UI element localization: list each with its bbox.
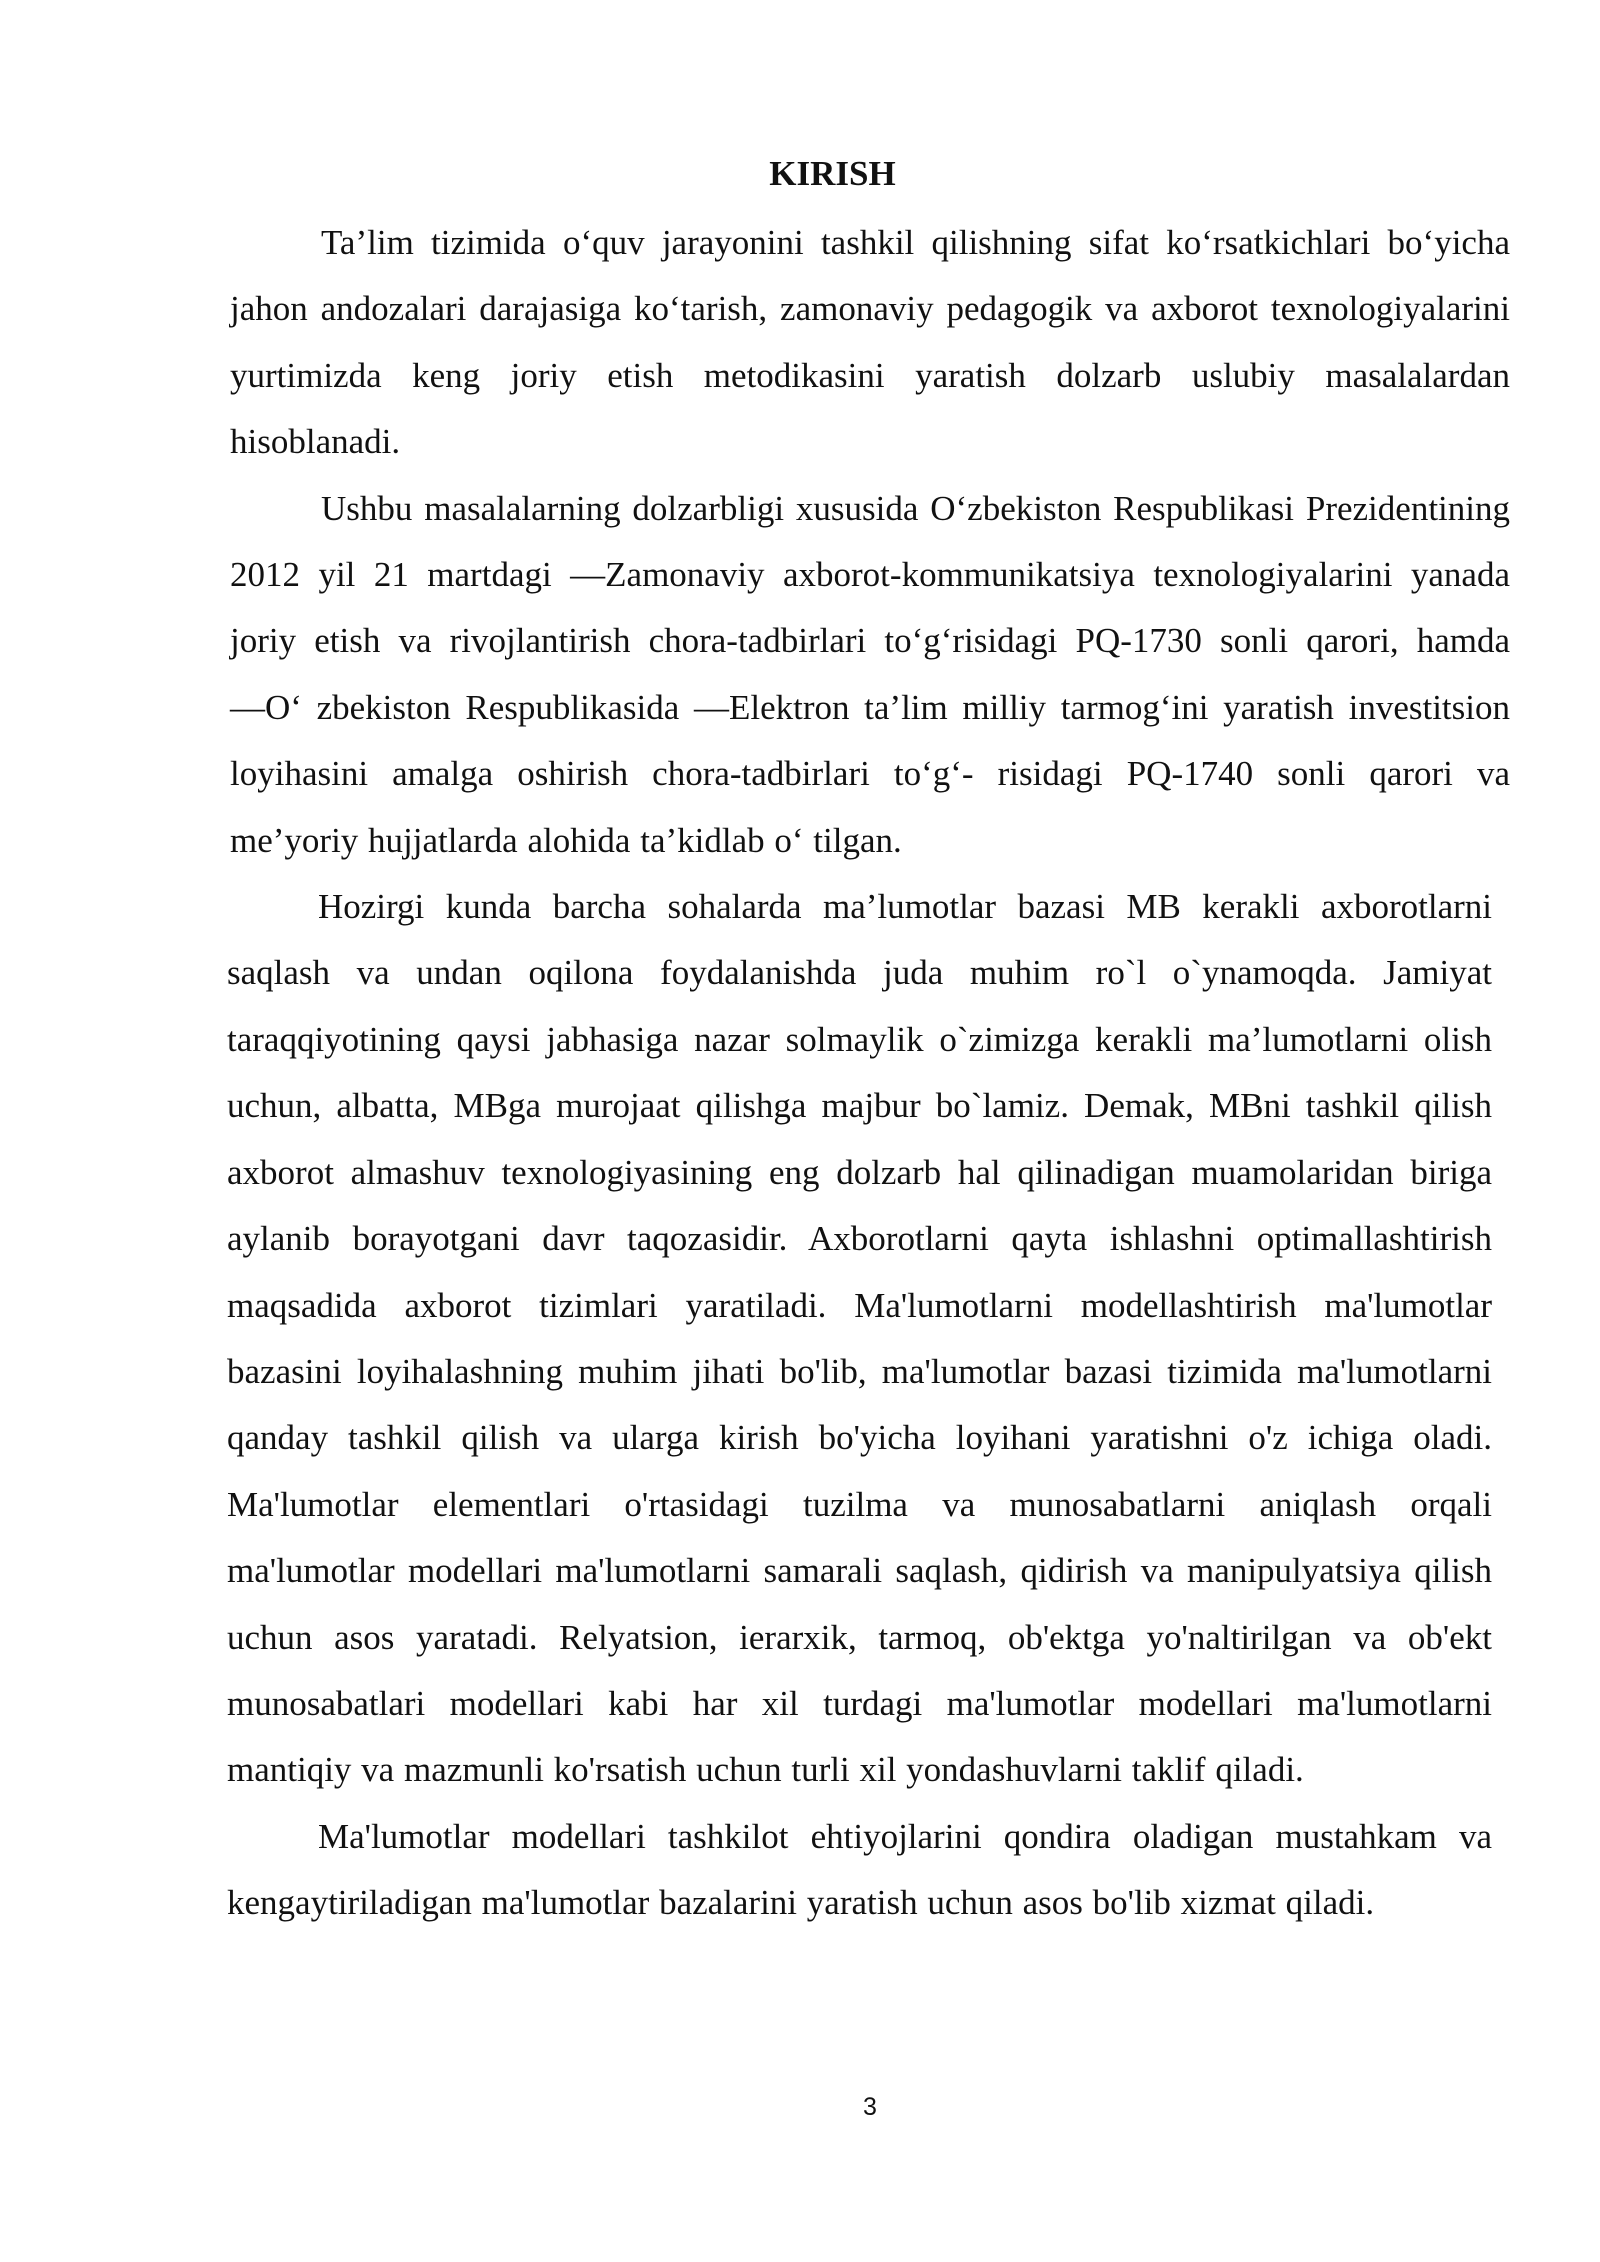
- page-title: KIRISH: [769, 154, 896, 193]
- paragraph-databases: Hozirgi kunda barcha sohalarda ma’lumotlar bazasi MB kerakli axborotlarni saqlash va undan oqilona foydalanishda juda muhim ro`l o`ynamoqda. Jamiyat taraqqiyotining qaysi jabhasiga nazar solmaylik o`zimizga kerakli ma’lumotlarni olish uchun, albatta, MBga murojaat qilishga majbur bo`lamiz. Demak, MBni tashkil qilish axborot almashuv texnologiyasining eng dolzarb hal qilinadigan muamolaridan biriga aylanib borayotgani davr taqozasidir. Axborotlarni qayta ishlashni optimallashtirish maqsadida axborot tizimlari yaratiladi. Ma'lumotlarni modellashtirish ma'lumotlar bazasini loyihalashning muhim jihati bo'lib, ma'lumotlar bazasi tizimida ma'lumotlarni qanday tashkil qilish va ularga kirish bo'yicha loyihani yaratishni o'z ichiga oladi. Ma'lumotlar elementlari o'rtasidagi tuzilma va munosabatlarni aniqlash orqali ma'lumotlar modellari ma'lumotlarni samarali saqlash, qidirish va manipulyatsiya qilish uchun asos yaratadi. Relyatsion, ierarxik, tarmoq, ob'ektga yo'naltirilgan va ob'ekt munosabatlari modellari kabi har xil turdagi ma'lumotlar modellari ma'lumotlarni mantiqiy va mazmunli ko'rsatish uchun turli xil yondashuvlarni taklif qiladi.: [227, 887, 1492, 1790]
- body-text: [227, 210, 1510, 1937]
- paragraph-decrees: Ushbu masalalarning dolzarbligi xususida O‘zbekiston Respublikasi Prezidentining 2012 yil 21 martdagi ―Zamonaviy axborot-kommunikatsiya texnologiyalarini yanada joriy etish va rivojlantirish chora-tadbirlari to‘g‘risidagi PQ-1730 sonli qarori, hamda ―O‘ zbekiston Respublikasida ―Elektron ta’lim milliy tarmog‘ini yaratish investitsion loyihasini amalga oshirish chora-tadbirlari to‘g‘- risidagi PQ-1740 sonli qarori va me’yoriy hujjatlarda alohida ta’kidlab o‘ tilgan.: [230, 488, 1510, 860]
- paragraph-data-models: Ma'lumotlar modellari tashkilot ehtiyojlarini qondira oladigan mustahkam va kengaytiriladigan ma'lumotlar bazalarini yaratish uchun asos bo'lib xizmat qiladi.: [227, 1816, 1492, 1923]
- page-number: 3: [863, 2093, 877, 2121]
- paragraph-intro: Ta’lim tizimida o‘quv jarayonini tashkil qilishning sifat ko‘rsatkichlari bo‘yicha jahon andozalari darajasiga ko‘tarish, zamonaviy pedagogik va axborot texnologiyalarini yurtimizda keng joriy etish metodikasini yaratish dolzarb uslubiy masalalardan hisoblanadi.: [230, 223, 1510, 462]
